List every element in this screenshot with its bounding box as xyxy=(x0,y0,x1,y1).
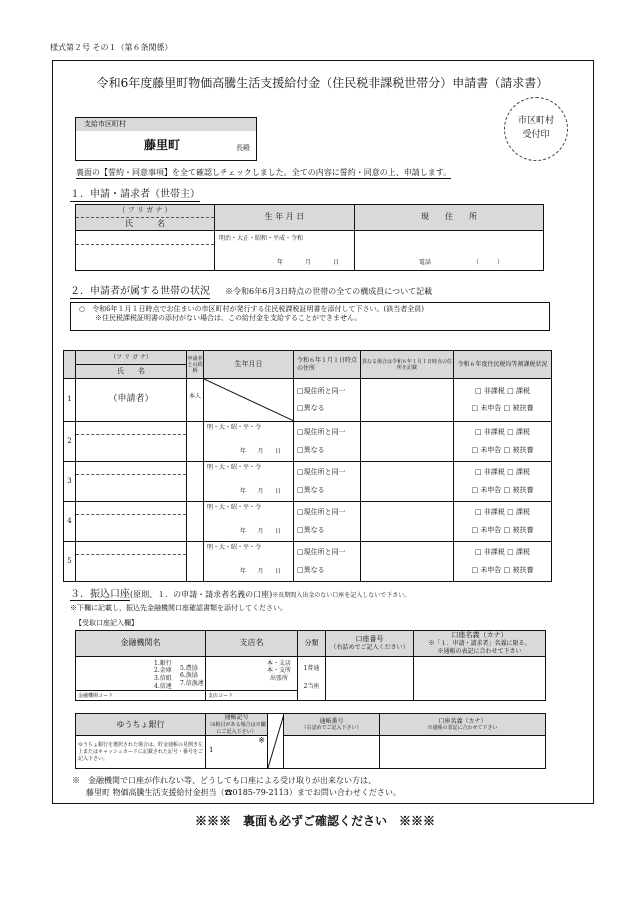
member-name-cell[interactable] xyxy=(76,502,187,542)
notice-line2: ※住民税課税証明書の添付がない場合は、この給付金を支給することができません。 xyxy=(95,314,362,323)
phone-label: 電話 xyxy=(419,259,432,266)
birth-header: 生 年 月 日 xyxy=(215,205,355,231)
stamp-line2: 受付印 xyxy=(522,130,550,140)
col-address: 令和６年１月１日時点の住所 xyxy=(294,351,361,379)
era-options: 明治・大正・昭和・平成・令和 xyxy=(219,235,304,242)
branch-name-cell[interactable] xyxy=(206,656,298,700)
name-header: 氏 名 xyxy=(76,218,215,231)
same-address-checkbox[interactable]: □現住所と同一 xyxy=(297,548,346,557)
bank-type-option: 3.信組 xyxy=(154,675,172,683)
section3-heading-note: ※長期間入出金のない口座を記入しないで下さい。 xyxy=(272,592,411,599)
tax-check-cell[interactable] xyxy=(454,502,552,542)
member-birth-cell[interactable]: 明・大・昭・平・令 年 月 日 xyxy=(204,502,294,542)
form-number: 様式第２号 その１（第６条関係） xyxy=(50,43,173,52)
diff-address-checkbox[interactable]: □異なる xyxy=(297,525,325,534)
tax-check-cell[interactable] xyxy=(454,379,552,422)
applicant-name-cell[interactable] xyxy=(76,231,215,271)
yucho-kigo-sub: （6桁目がある場合は※欄にご記入下さい） xyxy=(207,722,266,735)
branch-type-option: 出張所 xyxy=(269,675,288,683)
branch-type-option: 本・支所 xyxy=(266,667,291,675)
tax-option-1[interactable]: □ 非課税 □ 課税 xyxy=(475,548,530,557)
applicant-birth-cell[interactable] xyxy=(215,231,355,271)
same-address-checkbox[interactable]: □現住所と同一 xyxy=(297,428,346,437)
tax-option-1[interactable]: □ 非課税 □ 課税 xyxy=(475,428,530,437)
diff-address-cell[interactable] xyxy=(361,462,454,502)
diff-address-cell[interactable] xyxy=(361,422,454,462)
furigana-header: （ フ リ ガ ナ ） xyxy=(76,205,215,218)
tax-option-1[interactable]: □ 非課税 □ 課税 xyxy=(475,468,530,477)
tax-check-cell[interactable] xyxy=(454,542,552,582)
row-number: 5 xyxy=(64,542,76,582)
same-address-checkbox[interactable]: □現住所と同一 xyxy=(297,386,346,395)
holder-header: 口座名義（カナ） xyxy=(451,631,508,639)
diff-address-checkbox[interactable]: □異なる xyxy=(297,485,325,494)
month-label: 月 xyxy=(305,259,312,266)
diff-address-cell[interactable] xyxy=(361,502,454,542)
category-header: 分類 xyxy=(298,631,326,657)
diagonal-line xyxy=(268,714,284,768)
bank-type-option: 4.信連 xyxy=(154,683,172,691)
tax-option-2[interactable]: □ 未申告 □ 被扶養 xyxy=(471,565,534,574)
year-label: 年 xyxy=(277,259,284,266)
bank-type-option: 6.漁協 xyxy=(180,672,198,680)
tax-option-2[interactable]: □ 未申告 □ 被扶養 xyxy=(471,525,534,534)
municipality-box xyxy=(75,117,257,161)
row-number: 4 xyxy=(64,502,76,542)
bank-type-option: 1.銀行 xyxy=(154,659,172,667)
relation-cell[interactable] xyxy=(187,422,204,462)
form-title: 令和6年度藤里町物価高騰生活支援給付金（住民税非課税世帯分）申請書（請求書） xyxy=(96,76,549,90)
applicant-table xyxy=(75,204,544,271)
member-name-cell[interactable]: （申請者） xyxy=(76,379,187,422)
col-relation: 申請者との続柄 xyxy=(187,351,204,379)
yucho-header: ゆうちょ銀行 xyxy=(76,714,206,736)
diff-address-checkbox[interactable]: □異なる xyxy=(297,445,325,454)
diff-address-cell[interactable] xyxy=(361,542,454,582)
col-name: 氏 名 xyxy=(76,365,187,379)
member-name-cell[interactable] xyxy=(76,542,187,582)
relation-cell[interactable] xyxy=(187,502,204,542)
bank-type-option: 7.信漁連 xyxy=(180,680,204,688)
holder-cell[interactable] xyxy=(414,656,546,700)
notice-line1: ○ 令和6年１月１日時点でお住まいの市区町村が発行する住民税課税証明書を添付して下さい。(該当者全員) xyxy=(79,305,425,313)
bank-code-label: 金融機関コード xyxy=(78,692,114,699)
certificate-notice xyxy=(70,302,550,331)
day-label: 日 xyxy=(333,259,340,266)
bottom-notice: ※※※ 裏面も必ずご確認ください ※※※ xyxy=(194,814,435,828)
address-check-cell[interactable] xyxy=(294,502,361,542)
col-furigana: （フ リ ガ ナ） xyxy=(76,351,187,365)
era-options: 明・大・昭・平・令 xyxy=(207,464,262,471)
era-options: 明・大・昭・平・令 xyxy=(207,544,262,551)
reception-stamp xyxy=(504,97,568,161)
col-birth: 生年月日 xyxy=(204,351,294,379)
tax-option-1[interactable]: □ 非課税 □ 課税 xyxy=(475,508,530,517)
yucho-kigo-prefix: 1 xyxy=(209,746,214,755)
tax-option-2[interactable]: □ 未申告 □ 被扶養 xyxy=(471,485,534,494)
member-birth-cell[interactable]: 明・大・昭・平・令 年 月 日 xyxy=(204,462,294,502)
branch-type-option: 本・支店 xyxy=(266,659,291,667)
receipt-label: 【受取口座記入欄】 xyxy=(75,619,138,627)
bank-name-cell[interactable] xyxy=(76,656,206,700)
address-check-cell[interactable] xyxy=(294,379,361,422)
era-options: 明・大・昭・平・令 xyxy=(207,424,262,431)
municipality-suffix: 長殿 xyxy=(236,144,250,152)
col-diff-address: 異なる場合は令和６年１月１日時点の住所を記載 xyxy=(361,351,454,379)
footer-line2: 藤里町 物価高騰生活支援給付金担当（☎0185-79-2113）までお問い合わせください。 xyxy=(86,788,401,797)
bank-type-option: 5.農協 xyxy=(180,664,198,672)
era-options: 明・大・昭・平・令 xyxy=(207,504,262,511)
yucho-holder-cell[interactable] xyxy=(380,736,546,769)
section3-note: ※下欄に記載し、振込先金融機関口座確認書類を添付してください。 xyxy=(70,604,287,612)
section3-heading-paren: (原則、１．の申請・請求者名義の口座) xyxy=(130,590,273,599)
branch-name-header: 支店名 xyxy=(206,631,298,657)
member-name-cell[interactable] xyxy=(76,462,187,502)
acct-no-cell[interactable] xyxy=(326,656,414,700)
category-option-2[interactable]: 2当座 xyxy=(303,683,320,691)
tax-option-2[interactable]: □ 未申告 □ 被扶養 xyxy=(471,404,534,412)
yucho-table xyxy=(75,713,546,769)
diagonal-line xyxy=(204,379,294,421)
municipality-name: 藤里町 xyxy=(144,138,181,152)
holder-note-2: ※通帳の表記に合わせて下さい xyxy=(437,647,522,655)
member-birth-cell[interactable]: 明・大・昭・平・令 年 月 日 xyxy=(204,422,294,462)
yucho-bango-sub: （右詰めでご記入下さい） xyxy=(301,725,362,732)
household-table xyxy=(63,350,552,582)
row-number: 2 xyxy=(64,422,76,462)
relation-cell[interactable] xyxy=(187,542,204,582)
stamp-line1: 市区町村 xyxy=(517,116,554,126)
holder-note-1: ※「１．申請・請求者」名義に限る。 xyxy=(428,640,531,648)
municipality-label: 支給市区町村 xyxy=(76,118,256,131)
yucho-bango-header: 通帳番号 xyxy=(319,717,344,725)
section2-note: ※令和6年6月3日時点の世帯の全ての構成員について記載 xyxy=(225,287,433,296)
footer-line1: ※ 金融機関で口座が作れない等、どうしても口座による受け取りが出来ない方は、 xyxy=(72,776,376,785)
consent-text: 裏面の【誓約・同意事項】を全て確認しチェックしました。全ての内容に誓約・同意の上、申請します。 xyxy=(76,168,451,179)
acct-no-sub: （右詰めでご記入ください） xyxy=(330,643,409,651)
tax-check-cell[interactable] xyxy=(454,462,552,502)
bank-type-option: 2.金庫 xyxy=(154,667,172,675)
diff-address-cell[interactable] xyxy=(361,379,454,422)
member-name-cell[interactable] xyxy=(76,422,187,462)
bank-table xyxy=(75,630,546,701)
relation-cell[interactable] xyxy=(187,462,204,502)
tax-option-2[interactable]: □ 未申告 □ 被扶養 xyxy=(471,445,534,454)
bank-name-header: 金融機関名 xyxy=(76,631,206,657)
section2-heading: ２．申請者が属する世帯の状況 xyxy=(70,286,210,297)
same-address-checkbox[interactable]: □現住所と同一 xyxy=(297,468,346,477)
tax-check-cell[interactable] xyxy=(454,422,552,462)
row-number: 1 xyxy=(64,379,76,422)
diff-address-checkbox[interactable]: □異なる xyxy=(297,404,325,412)
yucho-kigo-cell[interactable] xyxy=(206,736,268,769)
address-check-cell[interactable] xyxy=(294,542,361,582)
diff-address-checkbox[interactable]: □異なる xyxy=(297,565,325,574)
acct-no-header: 口座番号 xyxy=(355,634,384,643)
yucho-bango-cell[interactable] xyxy=(284,736,380,769)
branch-code-label: 支店コード xyxy=(208,692,234,699)
address-header: 現 住 所 xyxy=(355,205,544,231)
member-birth-cell[interactable]: 明・大・昭・平・令 年 月 日 xyxy=(204,542,294,582)
yucho-kigo-header: 通帳記号 xyxy=(224,714,249,722)
section3-heading: ３．振込口座 xyxy=(70,589,130,600)
address-check-cell[interactable] xyxy=(294,462,361,502)
section1-heading: １．申請・請求者（世帯主） xyxy=(70,189,200,200)
yucho-holder-header: 口座名義（カナ） xyxy=(438,717,487,725)
address-check-cell[interactable] xyxy=(294,422,361,462)
category-cell[interactable] xyxy=(298,656,326,700)
applicant-address-cell[interactable] xyxy=(355,231,544,271)
yucho-holder-sub: ※通帳の表記に合わせて下さい xyxy=(427,725,498,732)
yucho-description: ゆうちょ銀行を選択された場合は、貯金通帳の見開き左上またはキャッシュカードに記載された記号・番号をご記入下さい。 xyxy=(76,736,206,769)
section3-heading-wrap xyxy=(70,588,410,601)
tax-option-1[interactable]: □ 非課税 □ 課税 xyxy=(475,386,530,395)
col-tax-status: 令和６年度住民税均等割課税状況 xyxy=(454,351,552,379)
same-address-checkbox[interactable]: □現住所と同一 xyxy=(297,508,346,517)
yucho-asterisk: ※ xyxy=(258,736,265,746)
row-number: 3 xyxy=(64,462,76,502)
relation-cell: 本人 xyxy=(187,379,204,422)
category-option-1[interactable]: 1普通 xyxy=(303,665,320,673)
phone-paren: （ ） xyxy=(473,259,504,266)
